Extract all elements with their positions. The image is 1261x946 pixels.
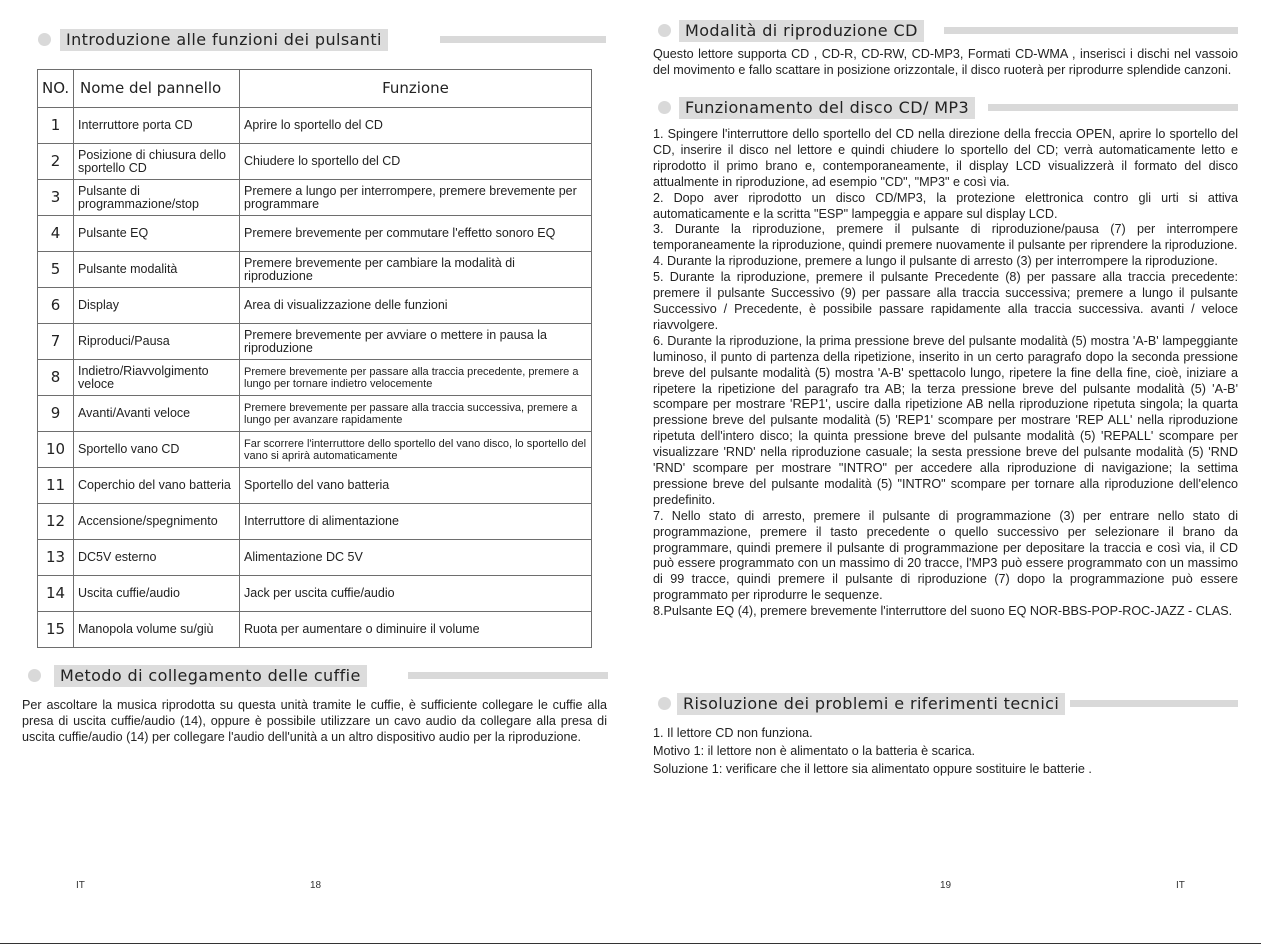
- row-number: 2: [38, 144, 74, 180]
- table-row: [38, 468, 592, 504]
- operation-step: 3. Durante la riproduzione, premere il pulsante di riproduzione/pausa (7) per interrompere temporaneamente la riproduzione, quindi premere nuovamente il pulsante per riprendere la riproduzione.: [653, 222, 1238, 253]
- row-number: 8: [38, 360, 74, 396]
- function-cell: Area di visualizzazione delle funzioni: [240, 288, 592, 324]
- header-rule: [1070, 700, 1238, 707]
- table-row: [38, 324, 592, 360]
- footer-page-number: 19: [940, 880, 952, 891]
- section-header-troubleshooting: [658, 693, 1238, 715]
- panel-name-cell: Display: [74, 288, 240, 324]
- troubleshooting-line: Motivo 1: il lettore non è alimentato o la batteria è scarica.: [653, 744, 976, 758]
- troubleshooting-text: [653, 724, 1238, 778]
- table-header-row: [38, 70, 592, 108]
- panel-name-cell: Manopola volume su/giù: [74, 612, 240, 648]
- table-row: [38, 288, 592, 324]
- function-cell: Far scorrere l'interruttore dello sportello del vano disco, lo sportello del vano si aprirà automaticamente: [240, 432, 592, 468]
- panel-name-cell: Indietro/Riavvolgimento veloce: [74, 360, 240, 396]
- header-rule: [408, 672, 608, 679]
- troubleshooting-line: Soluzione 1: verificare che il lettore sia alimentato oppure sostituire le batterie .: [653, 762, 1092, 776]
- panel-name-cell: Pulsante modalità: [74, 252, 240, 288]
- function-cell: Premere brevemente per passare alla traccia precedente, premere a lungo per tornare indietro velocemente: [240, 360, 592, 396]
- operation-step: 5. Durante la riproduzione, premere il pulsante Precedente (8) per passare alla traccia precedente: premere il pulsante Successivo (9) per passare alla traccia successiva; premere a lungo il pulsante Successivo / Precedente, è possibile passare rapidamente alla traccia successiva. avanti / veloce riavvolgere.: [653, 270, 1238, 332]
- section-title: Metodo di collegamento delle cuffie: [54, 665, 367, 687]
- function-cell: Premere brevemente per commutare l'effetto sonoro EQ: [240, 216, 592, 252]
- row-number: 4: [38, 216, 74, 252]
- function-cell: Alimentazione DC 5V: [240, 540, 592, 576]
- panel-name-cell: Posizione di chiusura dello sportello CD: [74, 144, 240, 180]
- function-cell: Interruttore di alimentazione: [240, 504, 592, 540]
- operation-step: 4. Durante la riproduzione, premere a lungo il pulsante di arresto (3) per interrompere la riproduzione.: [653, 254, 1218, 269]
- column-header-name: Nome del pannello: [74, 70, 240, 108]
- table-row: [38, 432, 592, 468]
- header-rule: [440, 36, 606, 43]
- bullet-dot-icon: [658, 101, 671, 114]
- table-row: [38, 216, 592, 252]
- operation-step: 6. Durante la riproduzione, la prima pressione breve del pulsante modalità (5) mostra 'A-B' lampeggiante luminoso, il punto di partenza della ripetizione, inserito in un certo paragrafo dopo la seconda pressione breve del pulsante modalità (5) mostra 'A-B' spettacolo lungo, ripetere la fine della fine, cioè, iniziare a ripetere la ripetizione del paragrafo tra AB; la terza pressione breve del pulsante modalità (5) 'A-B' scompare per mostrare 'REP1', uscire dalla ripetizione AB nella riproduzione ripetuta singola; la quarta pressione breve del pulsante modalità (5) 'REP1' scompare per mostrare 'REP ALL' nella riproduzione ripetuta dell'intero disco; la quinta pressione breve del pulsante modalità (5) 'REPALL' scompare per visualizzare 'RND' nella riproduzione casuale; la sesta pressione breve del pulsante modalità (5) 'RND 'RND' scompare per mostrare "INTRO" per accedere alla riproduzione di navigazione; la settima pressione breve del pulsante modalità (5) "INTRO" scompare per tornare alla riproduzione dell'elenco predefinito.: [653, 333, 1238, 507]
- table-row: [38, 108, 592, 144]
- section-title: Risoluzione dei problemi e riferimenti tecnici: [677, 693, 1065, 715]
- function-cell: Jack per uscita cuffie/audio: [240, 576, 592, 612]
- table-row: [38, 576, 592, 612]
- header-rule: [988, 104, 1238, 111]
- table-row: [38, 252, 592, 288]
- function-cell: Premere brevemente per cambiare la modalità di riproduzione: [240, 252, 592, 288]
- table-row: [38, 396, 592, 432]
- panel-name-cell: Pulsante di programmazione/stop: [74, 180, 240, 216]
- function-cell: Sportello del vano batteria: [240, 468, 592, 504]
- cd-mp3-operation-list: [653, 127, 1238, 620]
- button-functions-table: [37, 69, 592, 648]
- panel-name-cell: Uscita cuffie/audio: [74, 576, 240, 612]
- operation-step: 1. Spingere l'interruttore dello sportello del CD nella direzione della freccia OPEN, aprire lo sportello del CD, inserire il disco nel lettore e quindi chiudere lo sportello del CD; verrà automaticamente letto e riprodotto il primo brano e, contemporaneamente, il display LCD visualizzerà il formato del disco attualmente in riproduzione, ad esempio "CD", "MP3" e così via.: [653, 127, 1238, 189]
- bullet-dot-icon: [28, 669, 41, 682]
- table-row: [38, 540, 592, 576]
- row-number: 9: [38, 396, 74, 432]
- footer-language: IT: [1176, 880, 1185, 891]
- panel-name-cell: Interruttore porta CD: [74, 108, 240, 144]
- bullet-dot-icon: [658, 24, 671, 37]
- section-title: Modalità di riproduzione CD: [679, 20, 924, 42]
- panel-name-cell: Sportello vano CD: [74, 432, 240, 468]
- left-page: [0, 0, 630, 946]
- row-number: 15: [38, 612, 74, 648]
- section-header-cd-playback: [658, 20, 1238, 42]
- bullet-dot-icon: [658, 697, 671, 710]
- section-header-cd-mp3-operation: [658, 97, 1238, 119]
- operation-step: 7. Nello stato di arresto, premere il pulsante di programmazione (3) per entrare nello stato di programmazione, premere il tasto precedente o quello successivo per selezionare il brano da programmare, quindi premere il pulsante di programmazione per depositare la traccia e così via, il CD può essere programmato con un massimo di 20 tracce, l'MP3 può essere programmato con un massimo di 99 tracce, quindi premere il pulsante di riproduzione (7) dopo la programmazione può essere programmato per riprodurre le sequenze.: [653, 508, 1238, 603]
- row-number: 7: [38, 324, 74, 360]
- function-cell: Premere a lungo per interrompere, premere brevemente per programmare: [240, 180, 592, 216]
- section-header-button-functions: [38, 29, 606, 51]
- table-row: [38, 180, 592, 216]
- section-header-headphones: [28, 665, 608, 687]
- right-page: [630, 0, 1261, 946]
- row-number: 6: [38, 288, 74, 324]
- panel-name-cell: Coperchio del vano batteria: [74, 468, 240, 504]
- function-cell: Chiudere lo sportello del CD: [240, 144, 592, 180]
- section-title: Funzionamento del disco CD/ MP3: [679, 97, 975, 119]
- panel-name-cell: DC5V esterno: [74, 540, 240, 576]
- bullet-dot-icon: [38, 33, 51, 46]
- function-cell: Premere brevemente per avviare o mettere in pausa la riproduzione: [240, 324, 592, 360]
- panel-name-cell: Riproduci/Pausa: [74, 324, 240, 360]
- row-number: 3: [38, 180, 74, 216]
- header-rule: [944, 27, 1238, 34]
- operation-step: 2. Dopo aver riprodotto un disco CD/MP3, la protezione elettronica contro gli urti si attiva automaticamente e la scritta "ESP" lampeggia e appare sul display LCD.: [653, 190, 1238, 221]
- panel-name-cell: Accensione/spegnimento: [74, 504, 240, 540]
- troubleshooting-line: 1. Il lettore CD non funziona.: [653, 726, 813, 740]
- panel-name-cell: Pulsante EQ: [74, 216, 240, 252]
- bottom-edge-rule: [0, 943, 1261, 944]
- row-number: 12: [38, 504, 74, 540]
- table-row: [38, 144, 592, 180]
- function-cell: Ruota per aumentare o diminuire il volume: [240, 612, 592, 648]
- footer-page-number: 18: [310, 880, 322, 891]
- cd-playback-paragraph: Questo lettore supporta CD , CD-R, CD-RW, CD-MP3, Formati CD-WMA , inserisci i dischi nel vassoio del movimento e fallo scattare in posizione orizzontale, il disco ruoterà per riprodurre splendide canzoni.: [653, 47, 1238, 77]
- operation-step: 8.Pulsante EQ (4), premere brevemente l'interruttore del suono EQ NOR-BBS-POP-ROC-JAZZ - CLAS.: [653, 604, 1233, 619]
- table-row: [38, 360, 592, 396]
- footer-language: IT: [76, 880, 85, 891]
- row-number: 13: [38, 540, 74, 576]
- headphones-paragraph: Per ascoltare la musica riprodotta su questa unità tramite le cuffie, è sufficiente collegare le cuffie alla presa di uscita cuffie/audio (14), oppure è possibile utilizzare un cavo audio da collegare alla presa di uscita cuffie/audio (14) per collegare l'audio dell'unità a un altro dispositivo audio per la riproduzione.: [22, 698, 607, 744]
- function-cell: Aprire lo sportello del CD: [240, 108, 592, 144]
- row-number: 1: [38, 108, 74, 144]
- row-number: 5: [38, 252, 74, 288]
- row-number: 10: [38, 432, 74, 468]
- table-row: [38, 612, 592, 648]
- row-number: 14: [38, 576, 74, 612]
- table-row: [38, 504, 592, 540]
- panel-name-cell: Avanti/Avanti veloce: [74, 396, 240, 432]
- row-number: 11: [38, 468, 74, 504]
- column-header-no: NO.: [38, 70, 74, 108]
- column-header-function: Funzione: [240, 70, 592, 108]
- function-cell: Premere brevemente per passare alla traccia successiva, premere a lungo per avanzare rapidamente: [240, 396, 592, 432]
- section-title: Introduzione alle funzioni dei pulsanti: [60, 29, 388, 51]
